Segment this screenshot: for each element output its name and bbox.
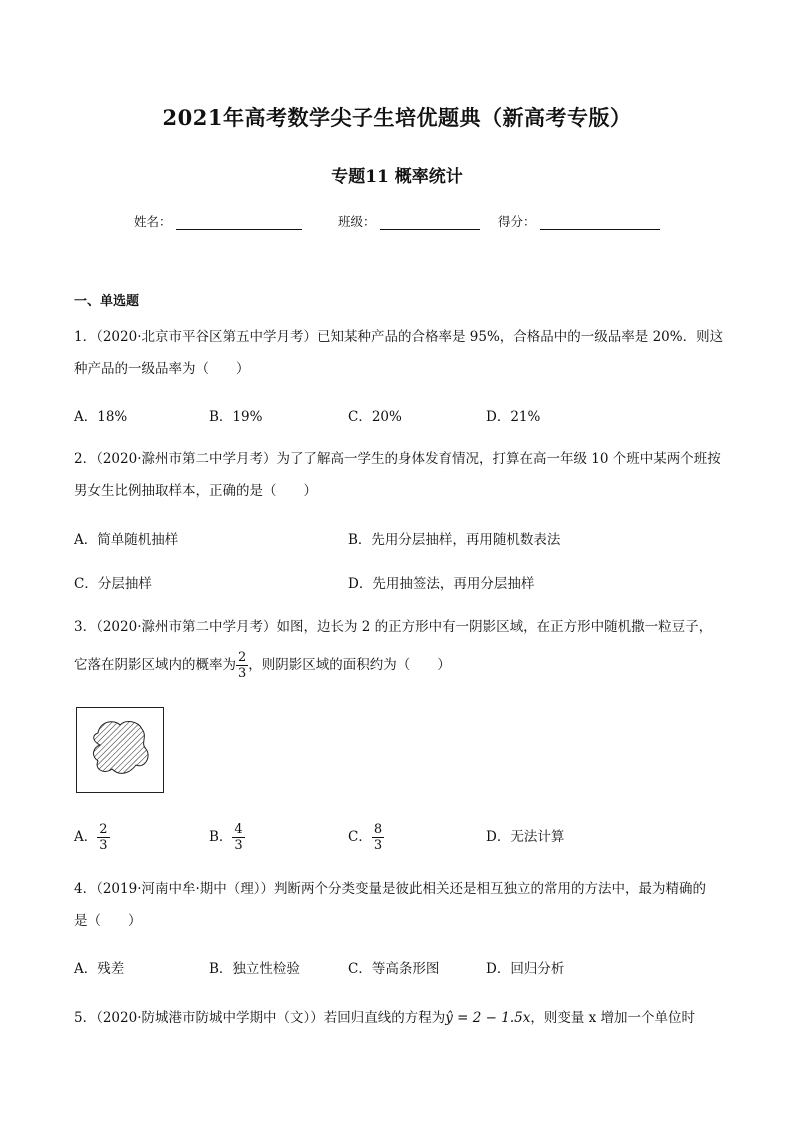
q3-option-a-label: A． [74, 829, 98, 845]
question-1-line-1: 1．（2020·北京市平谷区第五中学月考）已知某种产品的合格率是 95%，合格品中的一级品率是 20%．则这 [74, 329, 724, 345]
score-label: 得分： [498, 214, 536, 229]
name-label: 姓名： [134, 214, 172, 229]
q3-b-denominator: 3 [234, 838, 243, 853]
q3-option-d-text: 无法计算 [510, 829, 565, 845]
q1-option-c[interactable]: C．20% [348, 409, 402, 425]
question-4-line-2: 是（ ） [74, 913, 142, 929]
q2-option-b[interactable]: B．先用分层抽样，再用随机数表法 [348, 532, 561, 548]
class-blank[interactable] [380, 215, 480, 230]
q2-option-a[interactable]: A．简单随机抽样 [74, 532, 179, 548]
q3-option-d-label: D． [486, 829, 511, 845]
q3-option-a[interactable] [74, 820, 110, 854]
class-label: 班级： [338, 214, 376, 229]
section-heading: 一、单选题 [74, 294, 140, 309]
q3-option-c-label: C． [348, 829, 372, 845]
q3-probability-fraction [236, 650, 248, 681]
q1-option-d[interactable]: D．21% [486, 409, 541, 425]
q3-prob-denominator: 3 [238, 666, 247, 681]
score-blank[interactable] [540, 215, 660, 230]
q1-option-b[interactable]: B．19% [209, 409, 263, 425]
q5-text-before-formula: 5．（2020·防城港市防城中学期中（文））若回归直线的方程为 [74, 1010, 446, 1026]
q3-prob-numerator: 2 [238, 650, 247, 665]
q3-text-after-fraction: ，则阴影区域的面积约为（ ） [248, 657, 451, 673]
q3-option-d[interactable] [486, 820, 564, 854]
shaded-region [94, 722, 149, 774]
q3-option-b[interactable] [209, 820, 245, 854]
q2-option-c[interactable]: C．分层抽样 [74, 576, 152, 592]
question-2-line-1: 2．（2020·滁州市第二中学月考）为了了解高一学生的身体发育情况，打算在高一年级 10 个班中某两个班按 [74, 451, 721, 467]
q3-a-numerator: 2 [99, 822, 108, 837]
question-1-line-2: 种产品的一级品率为（ ） [74, 361, 250, 377]
q2-option-d[interactable]: D．先用抽签法，再用分层抽样 [348, 576, 535, 592]
name-field[interactable] [134, 212, 302, 230]
q4-option-b[interactable]: B．独立性检验 [209, 961, 300, 977]
question-3-line-1: 3．（2020·滁州市第二中学月考）如图，边长为 2 的正方形中有一阴影区域，在正方形中随机撒一粒豆子， [74, 619, 713, 635]
name-blank[interactable] [176, 215, 302, 230]
q3-c-numerator: 8 [373, 822, 383, 837]
q4-option-c[interactable]: C．等高条形图 [348, 961, 440, 977]
class-field[interactable] [338, 212, 480, 230]
q4-option-a[interactable]: A．残差 [74, 961, 125, 977]
question-5-line-1 [74, 1008, 695, 1028]
q3-option-c[interactable] [348, 820, 384, 854]
q3-a-denominator: 3 [99, 838, 108, 853]
q4-option-d[interactable]: D．回归分析 [486, 961, 565, 977]
question-3-line-2 [74, 648, 451, 682]
q5-regression-formula: ŷ = 2 − 1.5x [445, 1010, 531, 1026]
score-field[interactable] [498, 212, 660, 230]
question-4-line-1: 4．（2019·河南中牟·期中（理））判断两个分类变量是彼此相关还是相互独立的常用的方法中，最为精确的 [74, 881, 707, 897]
q5-text-after-formula: ，则变量 x 增加一个单位时 [530, 1010, 696, 1026]
q3-c-denominator: 3 [373, 838, 383, 853]
q3-b-numerator: 4 [234, 822, 243, 837]
q1-option-a[interactable]: A．18% [74, 409, 128, 425]
document-title: 2021年高考数学尖子生培优题典（新高考专版） [162, 105, 632, 130]
question-2-line-2: 男女生比例抽取样本，正确的是（ ） [74, 483, 317, 499]
q3-option-b-label: B． [209, 829, 233, 845]
q3-text-before-fraction: 它落在阴影区域内的概率为 [74, 657, 236, 673]
square-with-shaded-region-figure [76, 707, 164, 793]
topic-subtitle: 专题11 概率统计 [331, 167, 463, 187]
